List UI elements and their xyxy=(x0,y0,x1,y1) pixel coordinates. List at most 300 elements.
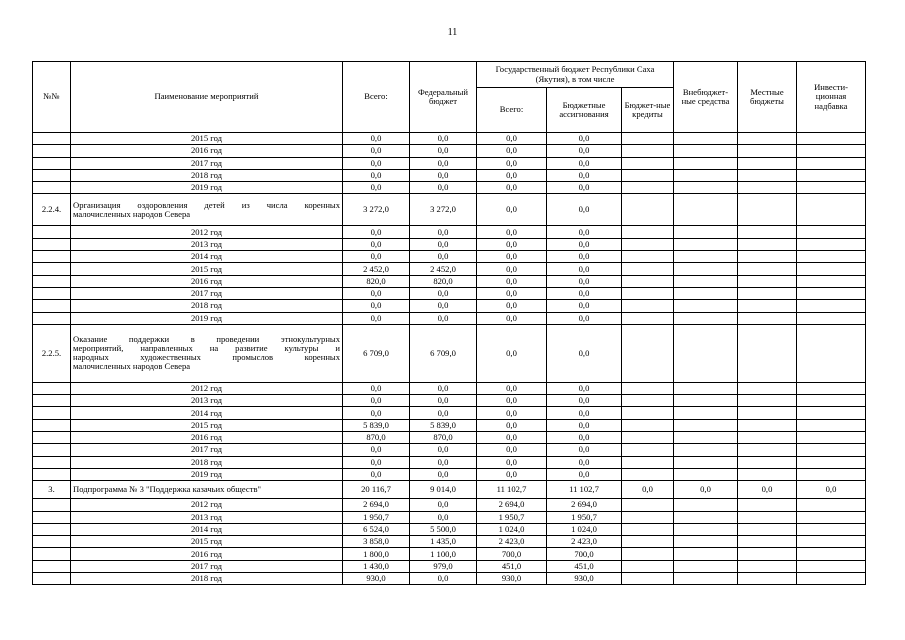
year-value-total: 2 452,0 xyxy=(343,263,410,275)
year-row-num xyxy=(33,573,71,585)
year-value-federal: 0,0 xyxy=(410,169,477,181)
year-row xyxy=(33,560,866,572)
year-value-state-assign: 0,0 xyxy=(547,468,622,480)
year-value-state-assign: 0,0 xyxy=(547,287,622,299)
year-value-invest xyxy=(797,432,866,444)
year-row xyxy=(33,536,866,548)
year-value-local xyxy=(738,300,797,312)
year-value-extra xyxy=(674,560,738,572)
year-label: 2019 год xyxy=(71,468,343,480)
year-row xyxy=(33,395,866,407)
year-value-local xyxy=(738,169,797,181)
value-state-assign: 11 102,7 xyxy=(547,481,622,499)
year-row-num xyxy=(33,263,71,275)
year-row xyxy=(33,456,866,468)
value-state-credit xyxy=(622,194,674,226)
year-row-num xyxy=(33,251,71,263)
year-row xyxy=(33,133,866,145)
year-value-total: 3 858,0 xyxy=(343,536,410,548)
year-row xyxy=(33,499,866,511)
year-value-invest xyxy=(797,382,866,394)
year-row-num xyxy=(33,312,71,324)
year-value-federal: 0,0 xyxy=(410,145,477,157)
section-name xyxy=(71,194,343,226)
value-extra xyxy=(674,324,738,382)
year-row xyxy=(33,407,866,419)
year-label: 2014 год xyxy=(71,523,343,535)
year-value-invest xyxy=(797,238,866,250)
year-value-total: 0,0 xyxy=(343,395,410,407)
year-row xyxy=(33,251,866,263)
year-value-state-assign: 1 950,7 xyxy=(547,511,622,523)
section-number: 2.2.5. xyxy=(33,324,71,382)
year-row-num xyxy=(33,395,71,407)
value-extra: 0,0 xyxy=(674,481,738,499)
year-value-state-assign: 0,0 xyxy=(547,251,622,263)
year-value-local xyxy=(738,312,797,324)
year-value-local xyxy=(738,468,797,480)
year-value-federal: 0,0 xyxy=(410,407,477,419)
year-value-state-assign: 0,0 xyxy=(547,456,622,468)
year-row-num xyxy=(33,419,71,431)
year-value-extra xyxy=(674,523,738,535)
year-value-state-credit xyxy=(622,395,674,407)
year-value-total: 0,0 xyxy=(343,238,410,250)
year-value-state-credit xyxy=(622,287,674,299)
year-label: 2012 год xyxy=(71,382,343,394)
year-label: 2012 год xyxy=(71,226,343,238)
year-value-state-total: 0,0 xyxy=(477,444,547,456)
year-label: 2018 год xyxy=(71,169,343,181)
year-value-invest xyxy=(797,263,866,275)
year-label: 2019 год xyxy=(71,312,343,324)
year-value-state-credit xyxy=(622,523,674,535)
header-name: Паименование мероприятий xyxy=(71,62,343,133)
year-label: 2013 год xyxy=(71,511,343,523)
year-value-total: 2 694,0 xyxy=(343,499,410,511)
value-local xyxy=(738,194,797,226)
section-name xyxy=(71,324,343,382)
year-value-state-assign: 0,0 xyxy=(547,145,622,157)
year-row xyxy=(33,300,866,312)
year-value-state-assign: 0,0 xyxy=(547,133,622,145)
year-value-local xyxy=(738,238,797,250)
year-row-num xyxy=(33,444,71,456)
year-value-state-credit xyxy=(622,548,674,560)
year-value-state-total: 0,0 xyxy=(477,468,547,480)
year-value-local xyxy=(738,263,797,275)
year-value-state-assign: 0,0 xyxy=(547,157,622,169)
year-value-invest xyxy=(797,407,866,419)
year-value-state-total: 930,0 xyxy=(477,573,547,585)
year-value-invest xyxy=(797,312,866,324)
year-value-local xyxy=(738,251,797,263)
value-local xyxy=(738,324,797,382)
year-value-state-assign: 0,0 xyxy=(547,238,622,250)
year-value-federal: 870,0 xyxy=(410,432,477,444)
year-row xyxy=(33,312,866,324)
year-value-state-credit xyxy=(622,263,674,275)
year-value-federal: 5 500,0 xyxy=(410,523,477,535)
year-value-federal: 0,0 xyxy=(410,182,477,194)
year-row xyxy=(33,263,866,275)
year-value-extra xyxy=(674,182,738,194)
year-row-num xyxy=(33,499,71,511)
value-total: 3 272,0 xyxy=(343,194,410,226)
year-value-local xyxy=(738,407,797,419)
year-value-local xyxy=(738,382,797,394)
year-value-state-credit xyxy=(622,275,674,287)
year-value-federal: 1 100,0 xyxy=(410,548,477,560)
year-value-total: 0,0 xyxy=(343,456,410,468)
year-value-state-assign: 0,0 xyxy=(547,312,622,324)
year-value-state-total: 0,0 xyxy=(477,182,547,194)
year-value-federal: 0,0 xyxy=(410,287,477,299)
year-value-state-total: 0,0 xyxy=(477,300,547,312)
year-label: 2018 год xyxy=(71,456,343,468)
year-row xyxy=(33,157,866,169)
year-value-total: 6 524,0 xyxy=(343,523,410,535)
year-value-local xyxy=(738,182,797,194)
year-value-state-total: 700,0 xyxy=(477,548,547,560)
year-row-num xyxy=(33,432,71,444)
year-value-federal: 0,0 xyxy=(410,382,477,394)
year-value-state-credit xyxy=(622,560,674,572)
year-value-extra xyxy=(674,548,738,560)
year-value-state-assign: 2 694,0 xyxy=(547,499,622,511)
year-value-extra xyxy=(674,395,738,407)
year-value-invest xyxy=(797,573,866,585)
year-value-federal: 0,0 xyxy=(410,573,477,585)
year-row xyxy=(33,275,866,287)
year-value-extra xyxy=(674,238,738,250)
year-row-num xyxy=(33,407,71,419)
year-row-num xyxy=(33,511,71,523)
year-value-local xyxy=(738,523,797,535)
year-value-state-credit xyxy=(622,182,674,194)
year-value-state-assign: 0,0 xyxy=(547,182,622,194)
year-value-invest xyxy=(797,275,866,287)
year-label: 2016 год xyxy=(71,432,343,444)
year-value-total: 0,0 xyxy=(343,182,410,194)
year-value-state-credit xyxy=(622,382,674,394)
year-value-total: 0,0 xyxy=(343,251,410,263)
year-value-extra xyxy=(674,287,738,299)
year-value-state-total: 2 694,0 xyxy=(477,499,547,511)
header-local: Местные бюджеты xyxy=(738,62,797,133)
budget-table xyxy=(32,61,866,585)
year-label: 2017 год xyxy=(71,287,343,299)
year-row xyxy=(33,182,866,194)
year-value-federal: 820,0 xyxy=(410,275,477,287)
year-value-state-assign: 0,0 xyxy=(547,226,622,238)
year-value-federal: 0,0 xyxy=(410,395,477,407)
year-value-state-credit xyxy=(622,499,674,511)
section-name-line: Организация оздоровления детей из числа коренных xyxy=(73,199,340,210)
year-value-invest xyxy=(797,456,866,468)
year-value-extra xyxy=(674,456,738,468)
year-value-state-total: 0,0 xyxy=(477,133,547,145)
year-value-invest xyxy=(797,182,866,194)
year-label: 2018 год xyxy=(71,300,343,312)
year-value-state-credit xyxy=(622,133,674,145)
year-value-state-assign: 700,0 xyxy=(547,548,622,560)
year-value-state-credit xyxy=(622,251,674,263)
year-value-local xyxy=(738,548,797,560)
year-row xyxy=(33,573,866,585)
year-row xyxy=(33,419,866,431)
year-row-num xyxy=(33,536,71,548)
year-value-extra xyxy=(674,275,738,287)
page-number: 11 xyxy=(447,27,458,38)
year-label: 2016 год xyxy=(71,145,343,157)
year-value-extra xyxy=(674,536,738,548)
year-value-invest xyxy=(797,511,866,523)
year-value-state-total: 0,0 xyxy=(477,263,547,275)
year-value-state-total: 0,0 xyxy=(477,287,547,299)
year-value-state-assign: 0,0 xyxy=(547,432,622,444)
year-value-federal: 0,0 xyxy=(410,226,477,238)
year-value-extra xyxy=(674,300,738,312)
year-value-state-assign: 0,0 xyxy=(547,263,622,275)
year-row xyxy=(33,169,866,181)
year-value-state-total: 451,0 xyxy=(477,560,547,572)
year-value-state-total: 0,0 xyxy=(477,432,547,444)
year-value-state-total: 0,0 xyxy=(477,251,547,263)
year-value-federal: 0,0 xyxy=(410,456,477,468)
year-value-state-total: 0,0 xyxy=(477,169,547,181)
section-number: 2.2.4. xyxy=(33,194,71,226)
year-value-federal: 0,0 xyxy=(410,238,477,250)
year-value-state-credit xyxy=(622,444,674,456)
year-value-invest xyxy=(797,499,866,511)
value-invest xyxy=(797,324,866,382)
year-value-state-credit xyxy=(622,456,674,468)
year-row xyxy=(33,548,866,560)
year-value-invest xyxy=(797,226,866,238)
year-value-federal: 2 452,0 xyxy=(410,263,477,275)
year-row-num xyxy=(33,157,71,169)
year-value-invest xyxy=(797,157,866,169)
year-row xyxy=(33,444,866,456)
year-value-extra xyxy=(674,444,738,456)
year-row-num xyxy=(33,145,71,157)
year-value-federal: 0,0 xyxy=(410,157,477,169)
year-value-invest xyxy=(797,145,866,157)
header-federal: Федеральный бюджет xyxy=(410,62,477,133)
year-value-invest xyxy=(797,444,866,456)
year-value-local xyxy=(738,432,797,444)
section-name-line: Оказание поддержки в проведении этнокультурных xyxy=(73,334,340,345)
year-value-state-credit xyxy=(622,432,674,444)
year-row xyxy=(33,468,866,480)
year-label: 2012 год xyxy=(71,499,343,511)
year-value-local xyxy=(738,157,797,169)
header-invest: Инвести-ционная надбавка xyxy=(797,62,866,133)
year-value-state-total: 0,0 xyxy=(477,312,547,324)
year-value-extra xyxy=(674,157,738,169)
year-row-num xyxy=(33,182,71,194)
year-value-extra xyxy=(674,382,738,394)
year-value-state-total: 0,0 xyxy=(477,456,547,468)
year-value-invest xyxy=(797,536,866,548)
header-state-assign: Бюджетные ассигнования xyxy=(547,88,622,133)
year-value-local xyxy=(738,287,797,299)
year-value-local xyxy=(738,536,797,548)
value-state-assign: 0,0 xyxy=(547,324,622,382)
year-value-state-credit xyxy=(622,238,674,250)
header-state-total: Всего: xyxy=(477,88,547,133)
year-row-num xyxy=(33,287,71,299)
year-value-federal: 0,0 xyxy=(410,511,477,523)
year-row-num xyxy=(33,133,71,145)
year-value-extra xyxy=(674,407,738,419)
year-value-state-assign: 930,0 xyxy=(547,573,622,585)
year-value-invest xyxy=(797,133,866,145)
year-value-state-assign: 2 423,0 xyxy=(547,536,622,548)
year-value-local xyxy=(738,573,797,585)
year-row-num xyxy=(33,169,71,181)
year-value-total: 0,0 xyxy=(343,133,410,145)
value-federal: 6 709,0 xyxy=(410,324,477,382)
year-value-local xyxy=(738,275,797,287)
year-value-total: 0,0 xyxy=(343,312,410,324)
year-value-state-total: 0,0 xyxy=(477,395,547,407)
year-row-num xyxy=(33,382,71,394)
value-invest xyxy=(797,194,866,226)
year-label: 2013 год xyxy=(71,238,343,250)
year-row-num xyxy=(33,456,71,468)
section-name-line: Подпрограмма № 3 "Поддержка казачьих обществ" xyxy=(73,484,262,495)
value-federal: 9 014,0 xyxy=(410,481,477,499)
year-value-state-credit xyxy=(622,419,674,431)
year-value-total: 0,0 xyxy=(343,300,410,312)
year-value-extra xyxy=(674,573,738,585)
value-invest: 0,0 xyxy=(797,481,866,499)
value-local: 0,0 xyxy=(738,481,797,499)
year-row-num xyxy=(33,548,71,560)
year-row xyxy=(33,226,866,238)
year-value-local xyxy=(738,499,797,511)
year-value-local xyxy=(738,419,797,431)
value-total: 20 116,7 xyxy=(343,481,410,499)
year-value-total: 0,0 xyxy=(343,407,410,419)
value-state-credit: 0,0 xyxy=(622,481,674,499)
year-value-federal: 0,0 xyxy=(410,300,477,312)
year-value-invest xyxy=(797,548,866,560)
year-value-state-total: 0,0 xyxy=(477,407,547,419)
year-value-state-credit xyxy=(622,511,674,523)
year-value-state-total: 1 950,7 xyxy=(477,511,547,523)
year-value-federal: 0,0 xyxy=(410,133,477,145)
value-state-total: 0,0 xyxy=(477,194,547,226)
table-header xyxy=(33,62,866,133)
year-value-state-credit xyxy=(622,536,674,548)
year-value-invest xyxy=(797,395,866,407)
year-row-num xyxy=(33,560,71,572)
year-value-state-credit xyxy=(622,573,674,585)
year-row xyxy=(33,238,866,250)
year-value-total: 870,0 xyxy=(343,432,410,444)
year-value-total: 0,0 xyxy=(343,157,410,169)
year-value-total: 0,0 xyxy=(343,287,410,299)
year-value-federal: 1 435,0 xyxy=(410,536,477,548)
header-state-group: Государственный бюджет Республики Саха (Якутия), в том числе xyxy=(477,62,674,88)
year-value-federal: 0,0 xyxy=(410,444,477,456)
value-total: 6 709,0 xyxy=(343,324,410,382)
year-value-total: 0,0 xyxy=(343,382,410,394)
year-value-local xyxy=(738,444,797,456)
year-value-federal: 5 839,0 xyxy=(410,419,477,431)
year-value-invest xyxy=(797,560,866,572)
year-value-extra xyxy=(674,226,738,238)
year-row-num xyxy=(33,300,71,312)
year-value-total: 820,0 xyxy=(343,275,410,287)
year-label: 2015 год xyxy=(71,133,343,145)
year-value-local xyxy=(738,456,797,468)
year-value-state-assign: 0,0 xyxy=(547,419,622,431)
year-value-extra xyxy=(674,263,738,275)
year-label: 2015 год xyxy=(71,263,343,275)
year-value-state-credit xyxy=(622,468,674,480)
header-state-credit: Бюджет-ные кредиты xyxy=(622,88,674,133)
section-name-line: малочисленных народов Севера xyxy=(73,208,191,219)
year-value-state-total: 2 423,0 xyxy=(477,536,547,548)
section-row xyxy=(33,194,866,226)
year-value-total: 0,0 xyxy=(343,444,410,456)
header-total: Всего: xyxy=(343,62,410,133)
table-body xyxy=(33,133,866,585)
year-value-extra xyxy=(674,251,738,263)
year-value-invest xyxy=(797,468,866,480)
year-value-total: 0,0 xyxy=(343,169,410,181)
year-row xyxy=(33,145,866,157)
year-value-state-credit xyxy=(622,312,674,324)
year-value-local xyxy=(738,133,797,145)
section-row xyxy=(33,481,866,499)
year-value-state-total: 0,0 xyxy=(477,238,547,250)
year-row-num xyxy=(33,275,71,287)
year-row-num xyxy=(33,468,71,480)
section-name-line: народных художественных промыслов коренных xyxy=(73,352,340,363)
year-label: 2013 год xyxy=(71,395,343,407)
year-value-local xyxy=(738,511,797,523)
year-row xyxy=(33,523,866,535)
year-value-extra xyxy=(674,511,738,523)
value-state-credit xyxy=(622,324,674,382)
year-value-extra xyxy=(674,468,738,480)
year-value-state-total: 0,0 xyxy=(477,157,547,169)
year-value-state-total: 0,0 xyxy=(477,145,547,157)
year-row xyxy=(33,382,866,394)
year-row xyxy=(33,511,866,523)
year-value-total: 5 839,0 xyxy=(343,419,410,431)
year-value-state-credit xyxy=(622,169,674,181)
year-value-state-total: 0,0 xyxy=(477,226,547,238)
year-label: 2015 год xyxy=(71,419,343,431)
year-value-extra xyxy=(674,499,738,511)
year-value-state-assign: 0,0 xyxy=(547,382,622,394)
year-value-extra xyxy=(674,169,738,181)
year-value-state-assign: 0,0 xyxy=(547,275,622,287)
year-row-num xyxy=(33,238,71,250)
year-row xyxy=(33,287,866,299)
year-value-state-assign: 0,0 xyxy=(547,169,622,181)
year-value-state-credit xyxy=(622,157,674,169)
year-value-state-credit xyxy=(622,226,674,238)
year-label: 2017 год xyxy=(71,560,343,572)
year-value-extra xyxy=(674,133,738,145)
